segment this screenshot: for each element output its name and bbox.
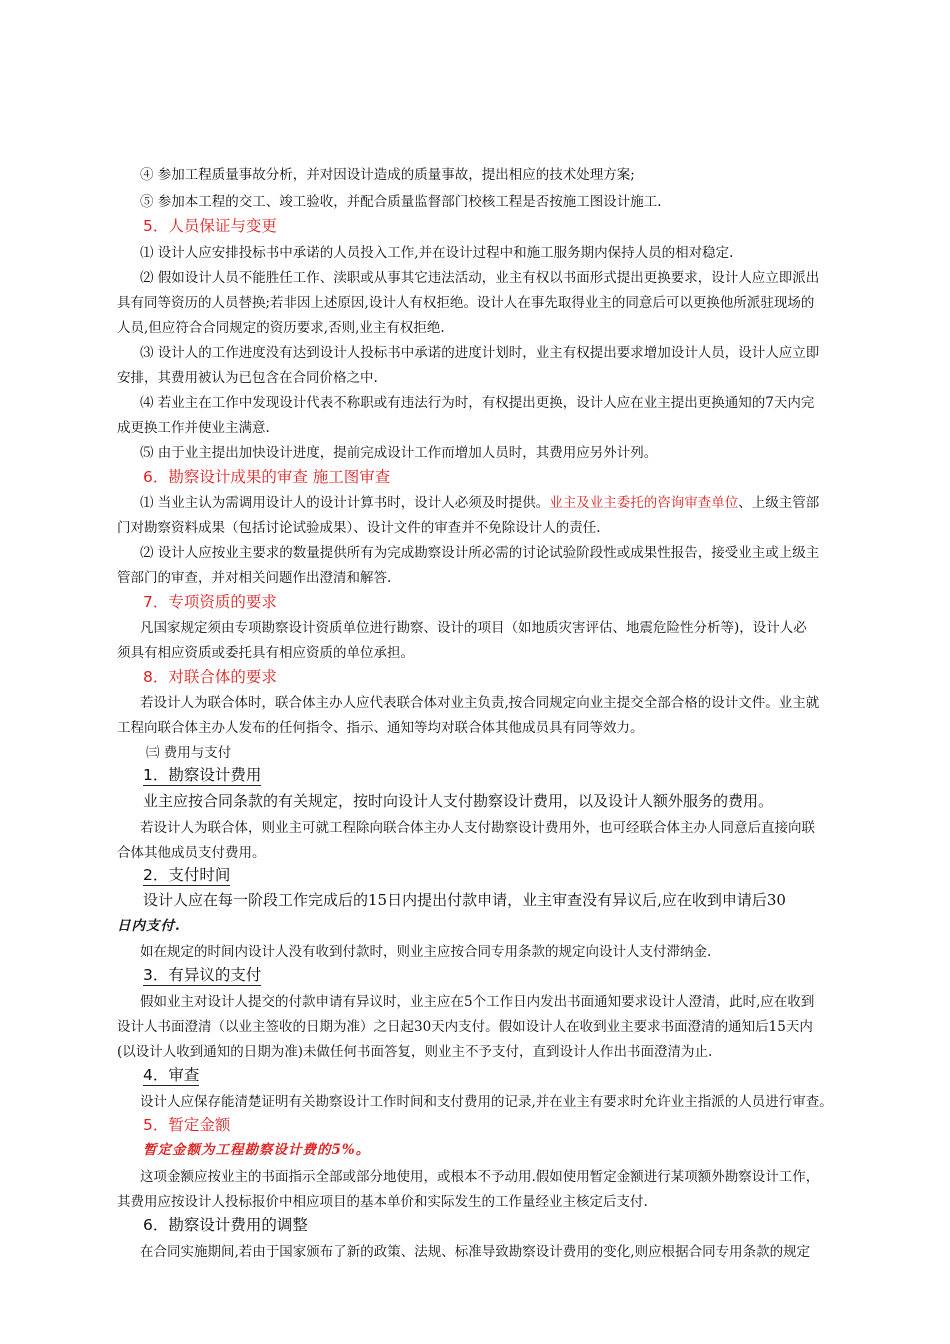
body-line: 业主应按合同条款的有关规定，按时向设计人支付勘察设计费用，以及设计人额外服务的费用。: [143, 792, 774, 810]
highlighted-text: 业主及业主委托的咨询审查单位: [549, 495, 739, 511]
body-line: ⑵ 假如设计人员不能胜任工作、渎职或从事其它违法活动，业主有权以书面形式提出更换要求，设计人应立即派出: [140, 270, 820, 286]
body-text: 、上级主管部: [738, 495, 820, 511]
body-line: 若设计人为联合体时，联合体主办人应代表联合体对业主负责,按合同规定向业主提交全部合格的设计文件。业主就: [140, 695, 820, 711]
body-line: 管部门的审查，并对相关问题作出澄清和解答.: [117, 570, 392, 586]
body-line: 凡国家规定须由专项勘察设计资质单位进行勘察、设计的项目（如地质灾害评估、地震危险性分析等)，设计人必: [140, 620, 807, 636]
body-line: ⑷ 若业主在工作中发现设计代表不称职或有违法行为时，有权提出更换，设计人应在业主提出更换通知的7天内完: [140, 395, 815, 411]
section-heading: ㈢ 费用与支付: [146, 745, 232, 761]
body-line: 设计人应在每一阶段工作完成后的15日内提出付款申请，业主审查没有异议后,应在收到申请后30: [143, 891, 786, 909]
section-heading: 7．专项资质的要求: [143, 593, 277, 611]
body-line: 安排，其费用被认为已包含在合同价格之中.: [117, 370, 378, 386]
body-line: ⑴ 设计人应安排投标书中承诺的人员投入工作,并在设计过程中和施工服务期内保持人员的相对稳定.: [140, 245, 734, 261]
body-line: ④ 参加工程质量事故分析，并对因设计造成的质量事故，提出相应的技术处理方案;: [140, 167, 635, 183]
section-heading: 4．审查: [143, 1066, 200, 1084]
section-heading: 2．支付时间: [143, 866, 231, 884]
section-heading: 8．对联合体的要求: [143, 668, 277, 686]
section-heading: 6．勘察设计成果的审查 施工图审查: [143, 468, 391, 486]
section-heading: 3．有异议的支付: [143, 966, 262, 984]
body-line: 须具有相应资质或委托具有相应资质的单位承担。: [117, 645, 414, 661]
body-line: 其费用应按设计人投标报价中相应项目的基本单价和实际发生的工作量经业主核定后支付.: [117, 1194, 648, 1210]
body-line: 工程向联合体主办人发布的任何指令、指示、通知等均对联合体其他成员具有同等效力。: [117, 720, 644, 736]
body-line: 具有同等资历的人员替换;若非因上述原因,设计人有权拒绝。设计人在事先取得业主的同意后可以更换他所派驻现场的: [117, 295, 815, 311]
body-line: ⑤ 参加本工程的交工、竣工验收，并配合质量监督部门校核工程是否按施工图设计施工.: [140, 194, 662, 210]
highlighted-line: 暂定金额为工程勘察设计费的5%。: [143, 1142, 371, 1158]
body-line: 这项金额应按业主的书面指示全部或部分地使用，或根本不予动用.假如使用暂定金额进行某项额外勘察设计工作，: [140, 1169, 820, 1185]
body-line: (以设计人收到通知的日期为准)未做任何书面答复，则业主不予支付，直到设计人作出书面澄清为止.: [117, 1044, 713, 1060]
body-line: [140, 494, 819, 512]
section-heading: 1．勘察设计费用: [143, 766, 262, 784]
body-line: 在合同实施期间,若由于国家颁布了新的政策、法规、标准导致勘察设计费用的变化,则应根据合同专用条款的规定: [140, 1244, 811, 1260]
body-line: ⑶ 设计人的工作进度没有达到设计人投标书中承诺的进度计划时，业主有权提出要求增加设计人员，设计人应立即: [140, 345, 820, 361]
body-line: 门对勘察资料成果（包括讨论试验成果）、设计文件的审查并不免除设计人的责任.: [117, 520, 601, 536]
section-heading: 5．暂定金额: [143, 1116, 231, 1134]
body-line: 人员,但应符合合同规定的资历要求,否则,业主有权拒绝.: [117, 320, 445, 336]
body-text: ⑴ 当业主认为需调用设计人的设计计算书时，设计人必须及时提供。: [140, 495, 550, 511]
section-heading: 6．勘察设计费用的调整: [143, 1216, 308, 1234]
body-line: ⑸ 由于业主提出加快设计进度，提前完成设计工作而增加人员时，其费用应另外计列。: [140, 445, 658, 461]
body-line: 设计人应保存能清楚证明有关勘察设计工作时间和支付费用的记录,并在业主有要求时允许业主指派的人员进行审查。: [140, 1094, 833, 1110]
body-line: 假如业主对设计人提交的付款申请有异议时，业主应在5个工作日内发出书面通知要求设计人澄清，此时,应在收到: [140, 994, 815, 1010]
body-line: 成更换工作并使业主满意.: [117, 420, 270, 436]
body-line: 如在规定的时间内设计人没有收到付款时，则业主应按合同专用条款的规定向设计人支付滞纳金.: [140, 944, 712, 960]
body-line: 合体其他成员支付费用。: [117, 845, 266, 861]
body-line: 日内支付.: [117, 918, 181, 934]
section-heading: 5．人员保证与变更: [143, 217, 277, 235]
body-line: 设计人书面澄清（以业主签收的日期为准）之日起30天内支付。假如设计人在收到业主要求书面澄清的通知后15天内: [117, 1019, 813, 1035]
body-line: 若设计人为联合体，则业主可就工程除向联合体主办人支付勘察设计费用外，也可经联合体主办人同意后直接向联: [140, 820, 815, 836]
body-line: ⑵ 设计人应按业主要求的数量提供所有为完成勘察设计所必需的讨论试验阶段性或成果性报告，接受业主或上级主: [140, 545, 820, 561]
